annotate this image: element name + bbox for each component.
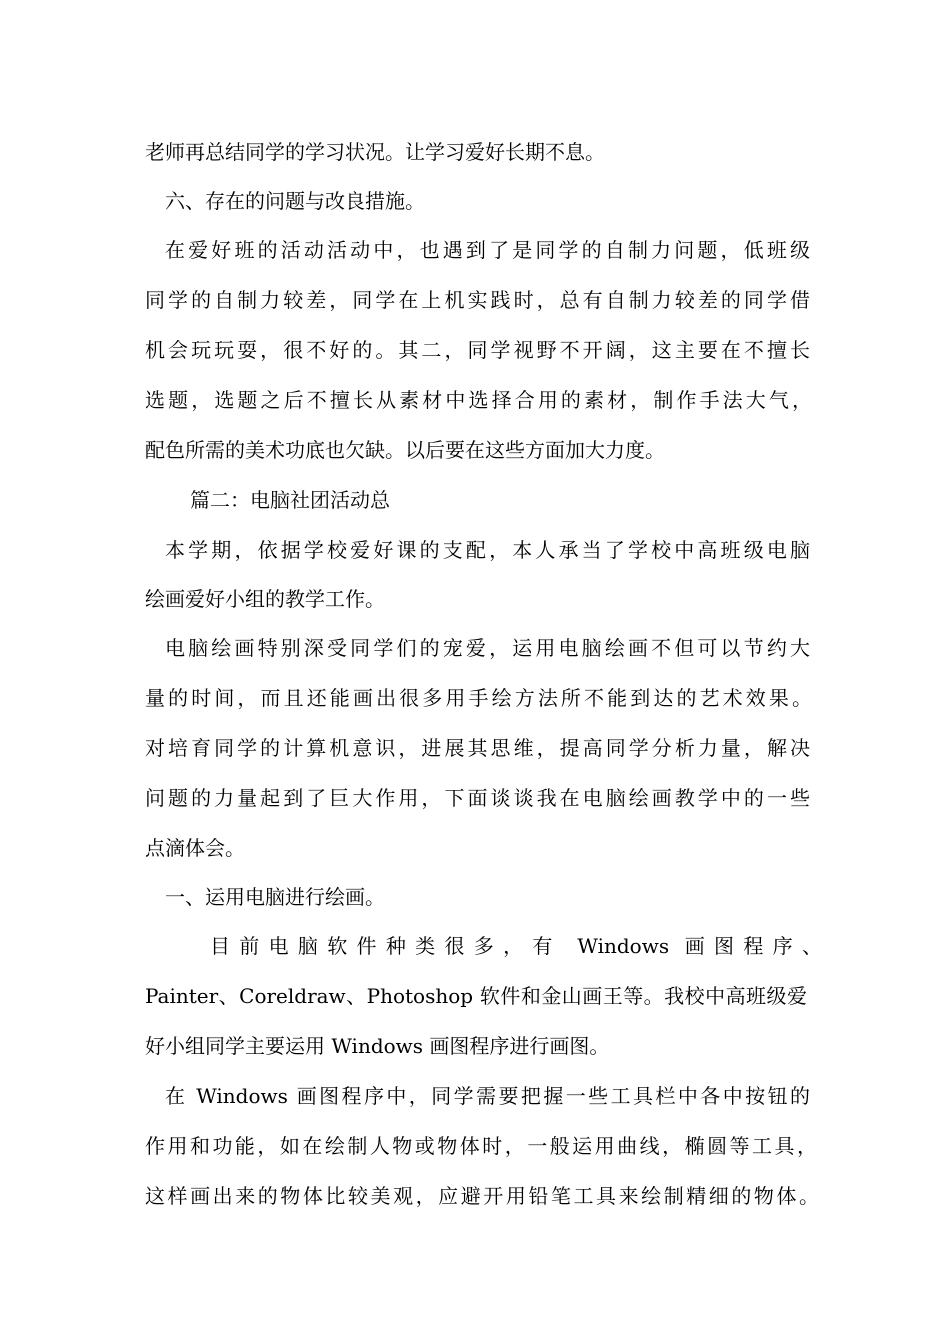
section-heading: 六、存在的问题与改良措施。 [165,189,425,213]
paragraph-line: 对培育同学的计算机意识，进展其思维，提高同学分析力量，解决 [145,736,810,760]
paragraph-line: 机会玩玩耍，很不好的。其二，同学视野不开阔，这主要在不擅长 [145,338,810,362]
paragraph-line: 本学期，依据学校爱好课的支配，本人承当了学校中高班级电脑 [165,538,810,562]
paragraph-line: 在爱好班的活动活动中，也遇到了是同学的自制力问题，低班级 [165,238,810,262]
section-heading: 一、运用电脑进行绘画。 [165,885,385,909]
paragraph-line: 好小组同学主要运用 Windows 画图程序进行画图。 [145,1034,610,1058]
paragraph-line: 作用和功能，如在绘制人物或物体时，一般运用曲线，椭圆等工具， [145,1134,817,1158]
paragraph-line: 选题，选题之后不擅长从素材中选择合用的素材，制作手法大气， [145,388,812,412]
paragraph-line: 绘画爱好小组的教学工作。 [145,587,385,611]
paragraph-line: 配色所需的美术功底也欠缺。以后要在这些方面加大力度。 [145,438,665,462]
section-title: 篇二：电脑社团活动总 [190,488,390,512]
paragraph-line: 量的时间，而且还能画出很多用手绘方法所不能到达的艺术效果。 [145,686,812,710]
paragraph-line: 电脑绘画特别深受同学们的宠爱，运用电脑绘画不但可以节约大 [165,636,810,660]
paragraph-line: 点滴体会。 [145,836,245,860]
paragraph-line: 在 Windows 画图程序中，同学需要把握一些工具栏中各中按钮的 [165,1084,810,1108]
paragraph-line: 同学的自制力较差，同学在上机实践时，总有自制力较差的同学借 [145,288,810,312]
paragraph-line: 问题的力量起到了巨大作用，下面谈谈我在电脑绘画教学中的一些 [145,786,810,810]
paragraph-line: 这样画出来的物体比较美观，应避开用铅笔工具来绘制精细的物体。 [145,1184,819,1208]
paragraph-line: 目前电脑软件种类很多，有 Windows 画图程序、 [210,934,822,958]
paragraph-line: Painter、Coreldraw、Photoshop 软件和金山画王等。我校中高班级爱 [145,984,807,1008]
paragraph-line: 老师再总结同学的学习状况。让学习爱好长期不息。 [145,140,605,164]
